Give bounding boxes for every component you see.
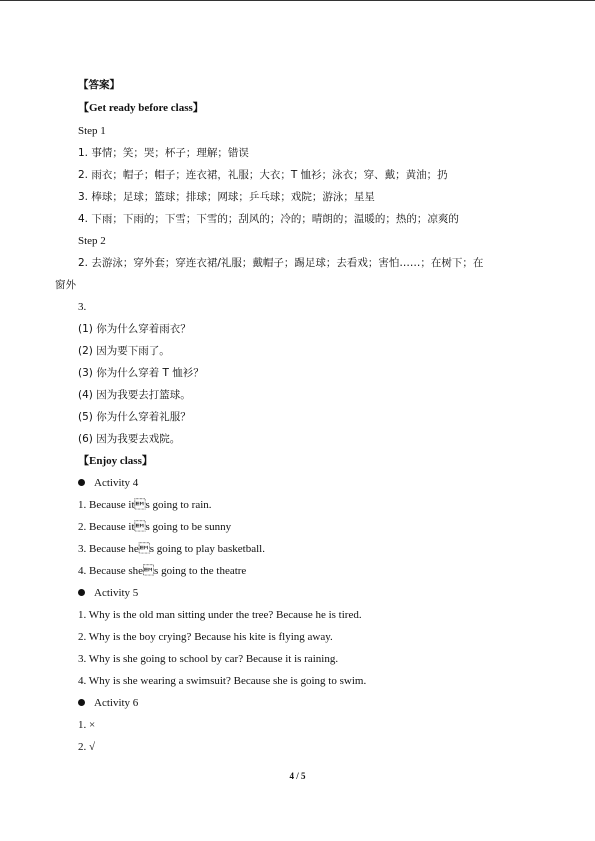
activity4-line: 2. Because its going to be sunny [78, 521, 232, 533]
activity6-heading [78, 696, 138, 710]
activity5-line: 3. Why is she going to school by car? Because it is raining. [78, 653, 339, 665]
activity4-label: Activity 4 [94, 477, 139, 489]
dialogue-line: (1) 你为什么穿着雨衣？ [78, 323, 191, 335]
step2-line-wrap: 窗外 [55, 279, 76, 291]
activity6-label: Activity 6 [94, 697, 139, 709]
answer-heading: 【答案】 [78, 79, 120, 91]
page-number: 4 / 5 [289, 771, 306, 781]
activity4-line: 3. Because hes going to play basketball. [78, 543, 265, 555]
top-rule [0, 0, 595, 1]
activity6-line: 2. √ [78, 741, 96, 753]
dialogue-line: (3) 你为什么穿着 T 恤衫？ [78, 367, 204, 379]
section-heading-enjoy-class: 【Enjoy class】 [78, 455, 153, 467]
step1-label: Step 1 [78, 125, 106, 137]
activity4-heading [78, 476, 138, 490]
dialogue-line: (6) 因为我要去戏院。 [78, 433, 181, 445]
step2-label: Step 2 [78, 235, 106, 247]
bullet-icon [78, 479, 85, 486]
dialogue-line: (2) 因为要下雨了。 [78, 345, 170, 357]
step1-line: 3. 棒球；足球；篮球；排球；网球；乒乓球；戏院；游泳；星星 [78, 191, 375, 203]
activity4-line: 4. Because shes going to the theatre [78, 565, 247, 577]
step2-item-number: 3. [78, 301, 87, 313]
step2-line: 2. 去游泳；穿外套；穿连衣裙/礼服；戴帽子；踢足球；去看戏；害怕……；在树下；在 [78, 257, 484, 269]
dialogue-line: (5) 你为什么穿着礼服？ [78, 411, 191, 423]
activity5-line: 2. Why is the boy crying? Because his kite is flying away. [78, 631, 333, 643]
activity6-line: 1. × [78, 719, 96, 731]
step1-line: 4. 下雨；下雨的；下雪；下雪的；刮风的；冷的；晴朗的；温暖的；热的；凉爽的 [78, 213, 459, 225]
activity5-line: 4. Why is she wearing a swimsuit? Because she is going to swim. [78, 675, 367, 687]
step1-line: 1. 事情；笑；哭；杯子；理解；错误 [78, 147, 249, 159]
bullet-icon [78, 699, 85, 706]
step1-line: 2. 雨衣；帽子；帽子；连衣裙，礼服；大衣；T 恤衫；泳衣；穿、戴；黄油；扔 [78, 169, 448, 181]
dialogue-line: (4) 因为我要去打篮球。 [78, 389, 191, 401]
activity4-line: 1. Because its going to rain. [78, 499, 212, 511]
activity5-heading [78, 586, 138, 600]
section-heading-get-ready: 【Get ready before class】 [78, 102, 204, 114]
activity5-label: Activity 5 [94, 587, 139, 599]
bullet-icon [78, 589, 85, 596]
activity5-line: 1. Why is the old man sitting under the tree? Because he is tired. [78, 609, 362, 621]
